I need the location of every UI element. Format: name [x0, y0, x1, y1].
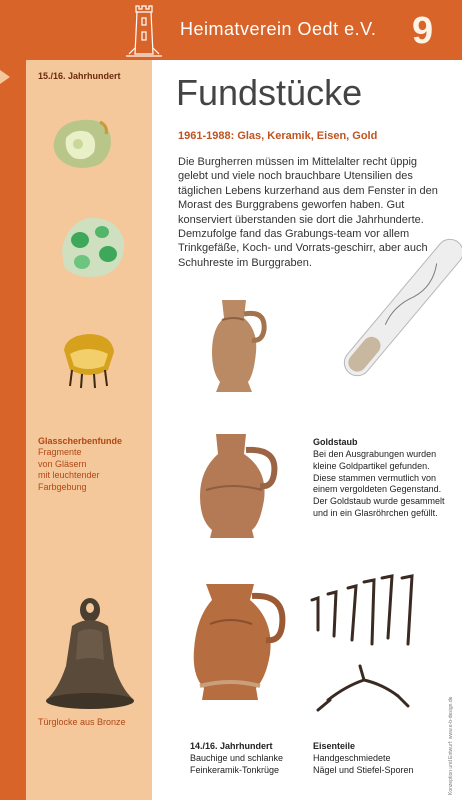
marker-arrow-icon — [0, 70, 10, 84]
gold-dust-title: Goldstaub — [313, 437, 358, 447]
castle-tower-logo — [124, 2, 164, 58]
iron-parts-description: Handgeschmiedete Nägel und Stiefel-Sporen — [313, 753, 414, 775]
gold-glass-image — [60, 330, 118, 390]
association-name: Heimatverein Oedt e.V. — [180, 19, 377, 39]
ceramics-century-label: 14./16. Jahrhundert — [190, 741, 273, 751]
slim-jug-image — [208, 296, 268, 396]
glass-shard-image-2 — [58, 210, 128, 282]
gold-dust-description: Bei den Ausgrabungen wurden kleine Goldpartikel gefunden. Diese stammen vermutlich von einem vergoldeten Gegenstand. Der Goldstaub wurde gesammelt und in ein Glasröhrchen gefüllt. — [313, 449, 445, 518]
left-stripe — [0, 0, 26, 800]
iron-nails-spur-image — [308, 574, 424, 722]
ceramics-description: Bauchige und schlanke Feinkeramik-Tonkrüge — [190, 753, 284, 775]
large-jug-image — [190, 580, 286, 704]
sidebar-century-label: 15./16. Jahrhundert — [38, 71, 121, 81]
iron-parts-title: Eisenteile — [313, 741, 356, 751]
glass-finds-description: Fragmente von Gläsern mit leuchtender Farbgebung — [38, 447, 100, 492]
bronze-bell-image — [42, 596, 138, 712]
glass-shard-image-1 — [48, 112, 118, 174]
design-credit: Konzeption und Entwurf: www.e-b-design.de — [448, 696, 454, 795]
glass-finds-title: Glasscherbenfunde — [38, 436, 123, 446]
page-title: Fundstücke — [176, 72, 363, 113]
page-subtitle: 1961-1988: Glas, Keramik, Eisen, Gold — [178, 130, 378, 142]
bell-caption: Türglocke aus Bronze — [38, 717, 126, 727]
page-number: 9 — [412, 10, 434, 52]
intro-paragraph: Die Burgherren müssen im Mittelalter recht üppig gelebt und viele noch brauchbare Utensilien des täglichen Lebens kurzerhand aus dem Fenster in den Morast des Burggrabens geworfen haben. Gut konserviert überstanden sie dort die Jahrhunderte. Demzufolge fand das Grabungs-team vor allem Trinkgefäße, Koch- und Vorrats-geschirr, aber auch Schuhreste im Burggraben. — [178, 156, 438, 269]
gold-dust-tube-image — [324, 224, 462, 414]
belly-jug-image — [196, 430, 280, 542]
